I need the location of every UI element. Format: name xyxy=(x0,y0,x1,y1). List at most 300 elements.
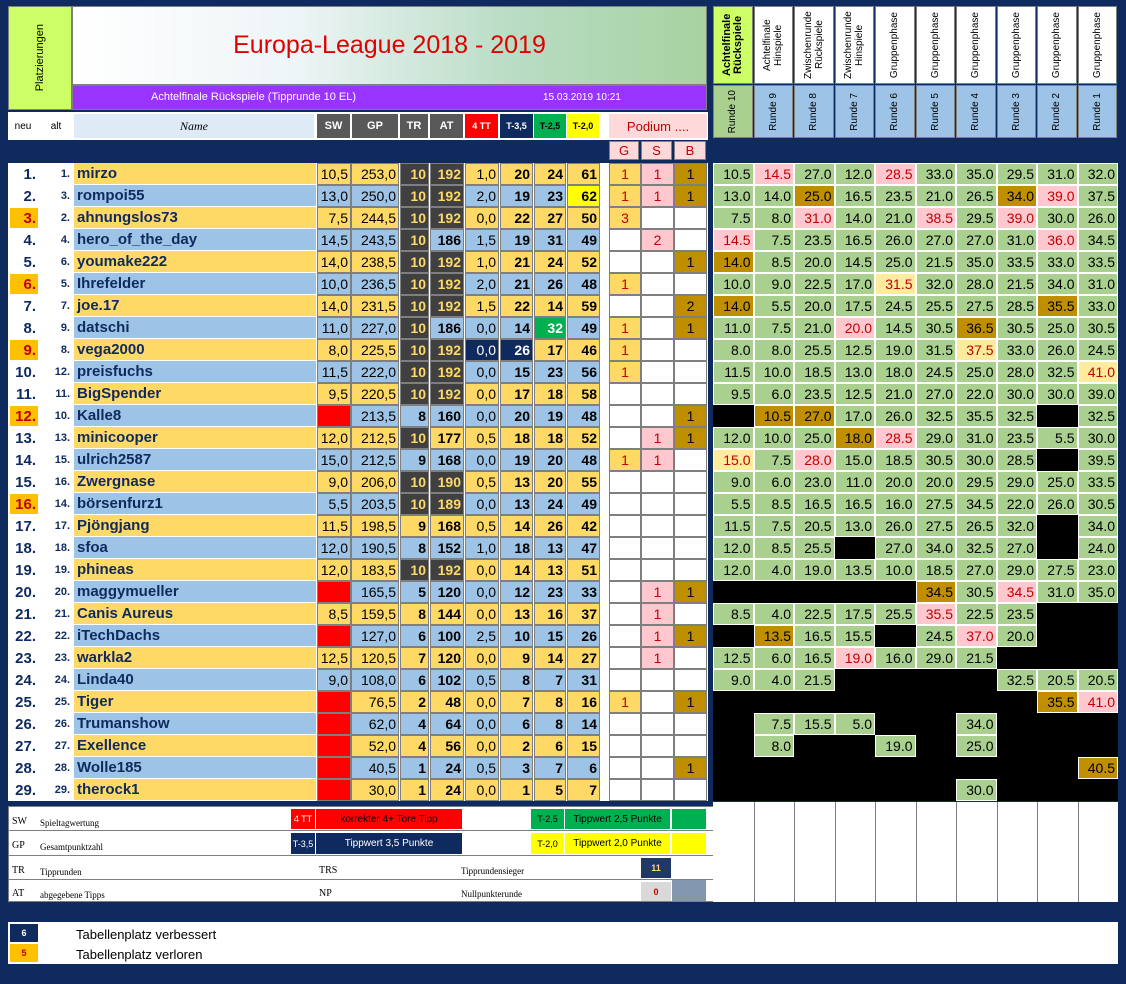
podium-gold xyxy=(609,713,641,735)
round-score: 33.0 xyxy=(916,163,957,185)
sw-value xyxy=(317,735,351,757)
page-title: Europa-League 2018 - 2019 xyxy=(233,31,546,59)
player-name[interactable]: warkla2 xyxy=(74,647,316,669)
podium-bronze xyxy=(674,339,707,361)
tr-value: 9 xyxy=(400,515,429,537)
sw-value: 11,5 xyxy=(317,361,351,383)
round-score: 21.5 xyxy=(916,251,957,273)
round-score: 29.0 xyxy=(916,427,957,449)
tr-value: 10 xyxy=(400,251,429,273)
player-name[interactable]: mirzo xyxy=(74,163,316,185)
round-header-bottom xyxy=(835,85,875,138)
at-value: 168 xyxy=(430,515,464,537)
gp-value: 40,5 xyxy=(351,757,399,779)
gp-value: 220,5 xyxy=(351,383,399,405)
legend-hline-1 xyxy=(8,830,714,831)
round-score xyxy=(1078,713,1119,735)
round-score: 8.0 xyxy=(754,735,795,757)
round-score: 35.0 xyxy=(956,251,997,273)
round-score: 25.0 xyxy=(1037,471,1078,493)
col-neu: neu xyxy=(14,120,32,132)
rank-old: 5. xyxy=(40,274,72,294)
tr-value: 2 xyxy=(400,691,429,713)
rank-new: 7. xyxy=(10,296,38,316)
t25-value: 18 xyxy=(534,383,566,405)
legend-t20-swatch xyxy=(672,833,706,854)
round-score: 35.0 xyxy=(956,163,997,185)
podium-gold: 1 xyxy=(609,449,641,471)
round-score: 8.5 xyxy=(754,251,795,273)
tt4-value: 0,0 xyxy=(465,581,499,603)
round-score: 35.5 xyxy=(956,405,997,427)
round-phase-label: Gruppenphase xyxy=(1091,11,1103,79)
podium-gold: 1 xyxy=(609,185,641,207)
t35-value: 14 xyxy=(500,515,533,537)
podium-silver xyxy=(641,691,674,713)
round-score: 24.0 xyxy=(1078,537,1119,559)
round-score: 37.0 xyxy=(956,625,997,647)
col-alt: alt xyxy=(50,120,62,132)
round-score: 12.5 xyxy=(835,383,876,405)
round-score: 25.0 xyxy=(794,185,835,207)
round-score: 16.5 xyxy=(835,493,876,515)
round-score xyxy=(713,691,754,713)
round-score: 21.5 xyxy=(794,669,835,691)
round-score: 39.0 xyxy=(997,207,1038,229)
round-score: 10.5 xyxy=(713,163,754,185)
round-score xyxy=(713,757,754,779)
round-score: 10.0 xyxy=(875,559,916,581)
round-score: 14.0 xyxy=(713,295,754,317)
tt4-value: 0,0 xyxy=(465,405,499,427)
round-header-bottom xyxy=(794,85,834,138)
round-score: 25.0 xyxy=(956,361,997,383)
player-name[interactable]: phineas xyxy=(74,559,316,581)
round-score: 25.0 xyxy=(956,735,997,757)
player-name[interactable]: Zwergnase xyxy=(74,471,316,493)
col-sw: SW xyxy=(317,114,350,138)
round-score: 27.5 xyxy=(956,295,997,317)
t35-value: 19 xyxy=(500,449,533,471)
at-value: 24 xyxy=(430,757,464,779)
t25-value: 24 xyxy=(534,163,566,185)
round-number-label: Runde 10 xyxy=(727,89,739,134)
round-score xyxy=(956,757,997,779)
sw-value: 9,0 xyxy=(317,669,351,691)
round-score: 29.5 xyxy=(956,207,997,229)
round-score: 30.0 xyxy=(956,449,997,471)
rank-new: 25. xyxy=(10,692,38,712)
round-score: 23.5 xyxy=(794,383,835,405)
round-score: 12.5 xyxy=(835,339,876,361)
t25-value: 20 xyxy=(534,471,566,493)
grid-line xyxy=(794,802,795,902)
round-score: 21.0 xyxy=(794,317,835,339)
round-score: 34.5 xyxy=(916,581,957,603)
podium-gold xyxy=(609,669,641,691)
tr-value: 10 xyxy=(400,427,429,449)
footer-lost-badge: 5 xyxy=(10,944,38,962)
player-name[interactable]: vega2000 xyxy=(74,339,316,361)
rank-old: 17. xyxy=(40,516,72,536)
rank-old: 11. xyxy=(40,384,72,404)
sw-value: 11,0 xyxy=(317,317,351,339)
at-value: 192 xyxy=(430,361,464,383)
t35-value: 14 xyxy=(500,317,533,339)
round-score: 20.0 xyxy=(835,317,876,339)
t20-value: 52 xyxy=(567,427,600,449)
podium-silver: 1 xyxy=(641,163,674,185)
at-value: 177 xyxy=(430,427,464,449)
at-value: 192 xyxy=(430,185,464,207)
player-name[interactable]: Wolle185 xyxy=(74,757,316,779)
t35-value: 22 xyxy=(500,295,533,317)
round-score: 6.0 xyxy=(754,647,795,669)
round-score xyxy=(1078,779,1119,801)
legend-sw-key: SW xyxy=(12,816,27,827)
legend-t35-key: T-3,5 xyxy=(291,833,315,854)
at-value: 102 xyxy=(430,669,464,691)
player-name[interactable]: Trumanshow xyxy=(74,713,316,735)
round-score: 40.5 xyxy=(1078,757,1119,779)
podium-silver xyxy=(641,757,674,779)
round-score: 13.0 xyxy=(835,515,876,537)
round-score: 4.0 xyxy=(754,669,795,691)
tt4-value: 0,5 xyxy=(465,757,499,779)
subtitle-bar xyxy=(72,85,707,110)
t25-value: 23 xyxy=(534,581,566,603)
round-score: 16.0 xyxy=(875,493,916,515)
round-score: 30.0 xyxy=(1078,427,1119,449)
legend-at-label: abgegebene Tipps xyxy=(40,890,105,900)
round-score xyxy=(835,757,876,779)
gp-value: 198,5 xyxy=(351,515,399,537)
player-name[interactable]: Kalle8 xyxy=(74,405,316,427)
round-score: 36.0 xyxy=(1037,229,1078,251)
podium-gold xyxy=(609,427,641,449)
col-tr: TR xyxy=(400,114,428,138)
round-score: 33.0 xyxy=(1078,295,1119,317)
t25-value: 26 xyxy=(534,515,566,537)
grid-line xyxy=(916,802,917,902)
rank-old: 28. xyxy=(40,758,72,778)
round-score: 18.5 xyxy=(875,449,916,471)
sw-value: 12,5 xyxy=(317,647,351,669)
round-score: 30.5 xyxy=(916,317,957,339)
round-score: 31.0 xyxy=(997,229,1038,251)
round-score: 13.0 xyxy=(835,361,876,383)
round-score: 22.5 xyxy=(794,273,835,295)
col-g: G xyxy=(609,141,639,160)
tr-value: 4 xyxy=(400,713,429,735)
round-score: 8.0 xyxy=(754,339,795,361)
podium-silver xyxy=(641,779,674,801)
podium-bronze xyxy=(674,383,707,405)
player-name[interactable]: sfoa xyxy=(74,537,316,559)
t35-value: 9 xyxy=(500,647,533,669)
player-name[interactable]: therock1 xyxy=(74,779,316,801)
rank-new: 20. xyxy=(10,582,38,602)
round-score: 31.0 xyxy=(1037,163,1078,185)
round-score: 19.0 xyxy=(835,647,876,669)
legend-t25-label: Tippwert 2,5 Punkte xyxy=(565,809,670,829)
round-score: 11.5 xyxy=(713,515,754,537)
round-header-top xyxy=(956,6,996,84)
round-score: 32.5 xyxy=(916,405,957,427)
round-number-label: Runde 6 xyxy=(889,92,901,131)
round-score: 32.5 xyxy=(1078,405,1119,427)
round-score: 8.0 xyxy=(754,207,795,229)
round-score: 32.0 xyxy=(997,515,1038,537)
round-score: 21.5 xyxy=(997,273,1038,295)
round-score: 5.0 xyxy=(835,713,876,735)
col-t25: T-2,5 xyxy=(534,114,566,138)
col-4tt: 4 TT xyxy=(465,114,498,138)
legend-np-value: 0 xyxy=(641,882,671,901)
sw-value: 9,0 xyxy=(317,471,351,493)
round-score: 16.5 xyxy=(835,185,876,207)
podium-gold xyxy=(609,383,641,405)
podium-gold: 1 xyxy=(609,339,641,361)
legend-t35-label: Tippwert 3,5 Punkte xyxy=(316,833,462,854)
round-score: 9.0 xyxy=(713,471,754,493)
round-score xyxy=(835,691,876,713)
t20-value: 47 xyxy=(567,537,600,559)
t20-value: 49 xyxy=(567,493,600,515)
sw-value: 9,5 xyxy=(317,383,351,405)
player-name[interactable]: joe.17 xyxy=(74,295,316,317)
player-name[interactable]: ulrich2587 xyxy=(74,449,316,471)
podium-silver xyxy=(641,405,674,427)
t25-value: 18 xyxy=(534,427,566,449)
round-number-label: Runde 3 xyxy=(1010,92,1022,131)
round-score: 27.5 xyxy=(1037,559,1078,581)
col-podium: Podium .... xyxy=(609,114,707,138)
player-name[interactable]: minicooper xyxy=(74,427,316,449)
player-name[interactable]: börsenfurz1 xyxy=(74,493,316,515)
at-value: 160 xyxy=(430,405,464,427)
sw-value xyxy=(317,625,351,647)
t20-value: 16 xyxy=(567,691,600,713)
round-score: 7.5 xyxy=(754,317,795,339)
round-score: 32.0 xyxy=(1078,163,1119,185)
t25-value: 24 xyxy=(534,493,566,515)
round-score: 37.5 xyxy=(1078,185,1119,207)
round-score xyxy=(997,757,1038,779)
col-name: Name xyxy=(74,114,314,138)
at-value: 48 xyxy=(430,691,464,713)
podium-bronze xyxy=(674,647,707,669)
round-number-label: Runde 5 xyxy=(929,92,941,131)
placements-label-cell xyxy=(8,6,72,110)
legend-t20-key: T-2,0 xyxy=(531,833,564,854)
rank-new: 26. xyxy=(10,714,38,734)
podium-bronze xyxy=(674,515,707,537)
round-score: 25.5 xyxy=(875,603,916,625)
podium-silver xyxy=(641,317,674,339)
podium-gold xyxy=(609,779,641,801)
round-score xyxy=(916,669,957,691)
at-value: 100 xyxy=(430,625,464,647)
player-name[interactable]: rompoi55 xyxy=(74,185,316,207)
sw-value: 7,5 xyxy=(317,207,351,229)
round-score xyxy=(1037,647,1078,669)
sw-value xyxy=(317,713,351,735)
round-score xyxy=(997,647,1038,669)
t25-value: 31 xyxy=(534,229,566,251)
col-gp: GP xyxy=(352,114,398,138)
podium-silver xyxy=(641,273,674,295)
tr-value: 8 xyxy=(400,603,429,625)
player-name[interactable]: Exellence xyxy=(74,735,316,757)
player-name[interactable]: youmake222 xyxy=(74,251,316,273)
t20-value: 55 xyxy=(567,471,600,493)
player-name[interactable]: iTechDachs xyxy=(74,625,316,647)
tr-value: 1 xyxy=(400,779,429,801)
podium-bronze xyxy=(674,559,707,581)
sw-value xyxy=(317,691,351,713)
round-header-bottom xyxy=(1037,85,1077,138)
tr-value: 10 xyxy=(400,207,429,229)
round-score: 13.5 xyxy=(754,625,795,647)
t35-value: 8 xyxy=(500,669,533,691)
round-score: 31.0 xyxy=(1078,273,1119,295)
gp-value: 183,5 xyxy=(351,559,399,581)
rank-new: 4. xyxy=(10,230,38,250)
player-name[interactable]: Ihrefelder xyxy=(74,273,316,295)
podium-silver xyxy=(641,471,674,493)
round-score: 28.5 xyxy=(875,163,916,185)
podium-bronze xyxy=(674,779,707,801)
t35-value: 15 xyxy=(500,361,533,383)
round-score: 32.5 xyxy=(997,669,1038,691)
t25-value: 24 xyxy=(534,251,566,273)
podium-gold: 1 xyxy=(609,317,641,339)
round-score xyxy=(916,713,957,735)
round-score xyxy=(754,581,795,603)
player-name[interactable]: hero_of_the_day xyxy=(74,229,316,251)
podium-bronze: 1 xyxy=(674,691,707,713)
t20-value: 59 xyxy=(567,295,600,317)
at-value: 192 xyxy=(430,163,464,185)
tt4-value: 1,0 xyxy=(465,163,499,185)
round-score xyxy=(916,735,957,757)
legend-np-key: NP xyxy=(319,888,332,899)
round-score: 31.0 xyxy=(956,427,997,449)
at-value: 189 xyxy=(430,493,464,515)
rank-new: 16. xyxy=(10,494,38,514)
player-name[interactable]: Pjöngjang xyxy=(74,515,316,537)
round-score: 10.0 xyxy=(713,273,754,295)
t35-value: 26 xyxy=(500,339,533,361)
round-header-top xyxy=(835,6,875,84)
round-header-top xyxy=(997,6,1037,84)
player-name[interactable]: Linda40 xyxy=(74,669,316,691)
rank-new: 28. xyxy=(10,758,38,778)
legend-t25-swatch xyxy=(672,809,706,829)
round-score: 23.5 xyxy=(875,185,916,207)
tt4-value: 2,5 xyxy=(465,625,499,647)
rank-new: 23. xyxy=(10,648,38,668)
rank-old: 14. xyxy=(40,494,72,514)
footer-lost-label: Tabellenplatz verloren xyxy=(76,947,203,962)
round-score: 23.5 xyxy=(997,427,1038,449)
podium-silver: 1 xyxy=(641,449,674,471)
round-score: 28.0 xyxy=(956,273,997,295)
podium-gold: 1 xyxy=(609,361,641,383)
round-header-bottom xyxy=(875,85,915,138)
at-value: 192 xyxy=(430,559,464,581)
round-score xyxy=(835,779,876,801)
legend-at-key: AT xyxy=(12,888,25,899)
rank-new: 24. xyxy=(10,670,38,690)
player-name[interactable]: ahnungslos73 xyxy=(74,207,316,229)
player-name[interactable]: maggymueller xyxy=(74,581,316,603)
round-score: 20.0 xyxy=(794,295,835,317)
podium-silver xyxy=(641,251,674,273)
sw-value: 10,5 xyxy=(317,163,351,185)
sw-value xyxy=(317,581,351,603)
sw-value: 8,5 xyxy=(317,603,351,625)
legend-tr-key: TR xyxy=(12,865,25,876)
round-score: 30.5 xyxy=(1078,317,1119,339)
t20-value: 33 xyxy=(567,581,600,603)
round-score: 18.5 xyxy=(916,559,957,581)
round-score: 20.0 xyxy=(916,471,957,493)
round-header-bottom xyxy=(713,85,753,138)
podium-gold xyxy=(609,295,641,317)
sw-value xyxy=(317,779,351,801)
player-name[interactable]: Tiger xyxy=(74,691,316,713)
gp-value: 225,5 xyxy=(351,339,399,361)
tr-value: 1 xyxy=(400,757,429,779)
round-score: 34.0 xyxy=(916,537,957,559)
rank-old: 3. xyxy=(40,186,72,206)
round-score: 6.0 xyxy=(754,383,795,405)
rank-old: 21. xyxy=(40,604,72,624)
legend-gp-label: Gesamtpunktzahl xyxy=(40,842,103,852)
sw-value: 12,0 xyxy=(317,427,351,449)
rank-new: 6. xyxy=(10,274,38,294)
at-value: 186 xyxy=(430,229,464,251)
player-name[interactable]: Canis Aureus xyxy=(74,603,316,625)
round-score: 28.5 xyxy=(997,449,1038,471)
round-score xyxy=(916,779,957,801)
round-score: 20.5 xyxy=(1037,669,1078,691)
at-value: 192 xyxy=(430,295,464,317)
round-score: 26.0 xyxy=(875,515,916,537)
round-score: 24.5 xyxy=(916,625,957,647)
player-name[interactable]: BigSpender xyxy=(74,383,316,405)
player-name[interactable]: datschi xyxy=(74,317,316,339)
round-score: 28.5 xyxy=(875,427,916,449)
round-score xyxy=(1037,603,1078,625)
round-score xyxy=(916,757,957,779)
rank-old: 4. xyxy=(40,230,72,250)
player-name[interactable]: preisfuchs xyxy=(74,361,316,383)
legend-sw-label: Spieltagwertung xyxy=(40,818,99,828)
t20-value: 31 xyxy=(567,669,600,691)
round-header-bottom xyxy=(1078,85,1118,138)
at-value: 192 xyxy=(430,273,464,295)
podium-gold xyxy=(609,537,641,559)
rank-old: 12. xyxy=(40,362,72,382)
round-score: 27.5 xyxy=(916,515,957,537)
round-score: 5.5 xyxy=(713,493,754,515)
sw-value: 13,0 xyxy=(317,185,351,207)
round-score xyxy=(794,581,835,603)
tr-value: 10 xyxy=(400,295,429,317)
